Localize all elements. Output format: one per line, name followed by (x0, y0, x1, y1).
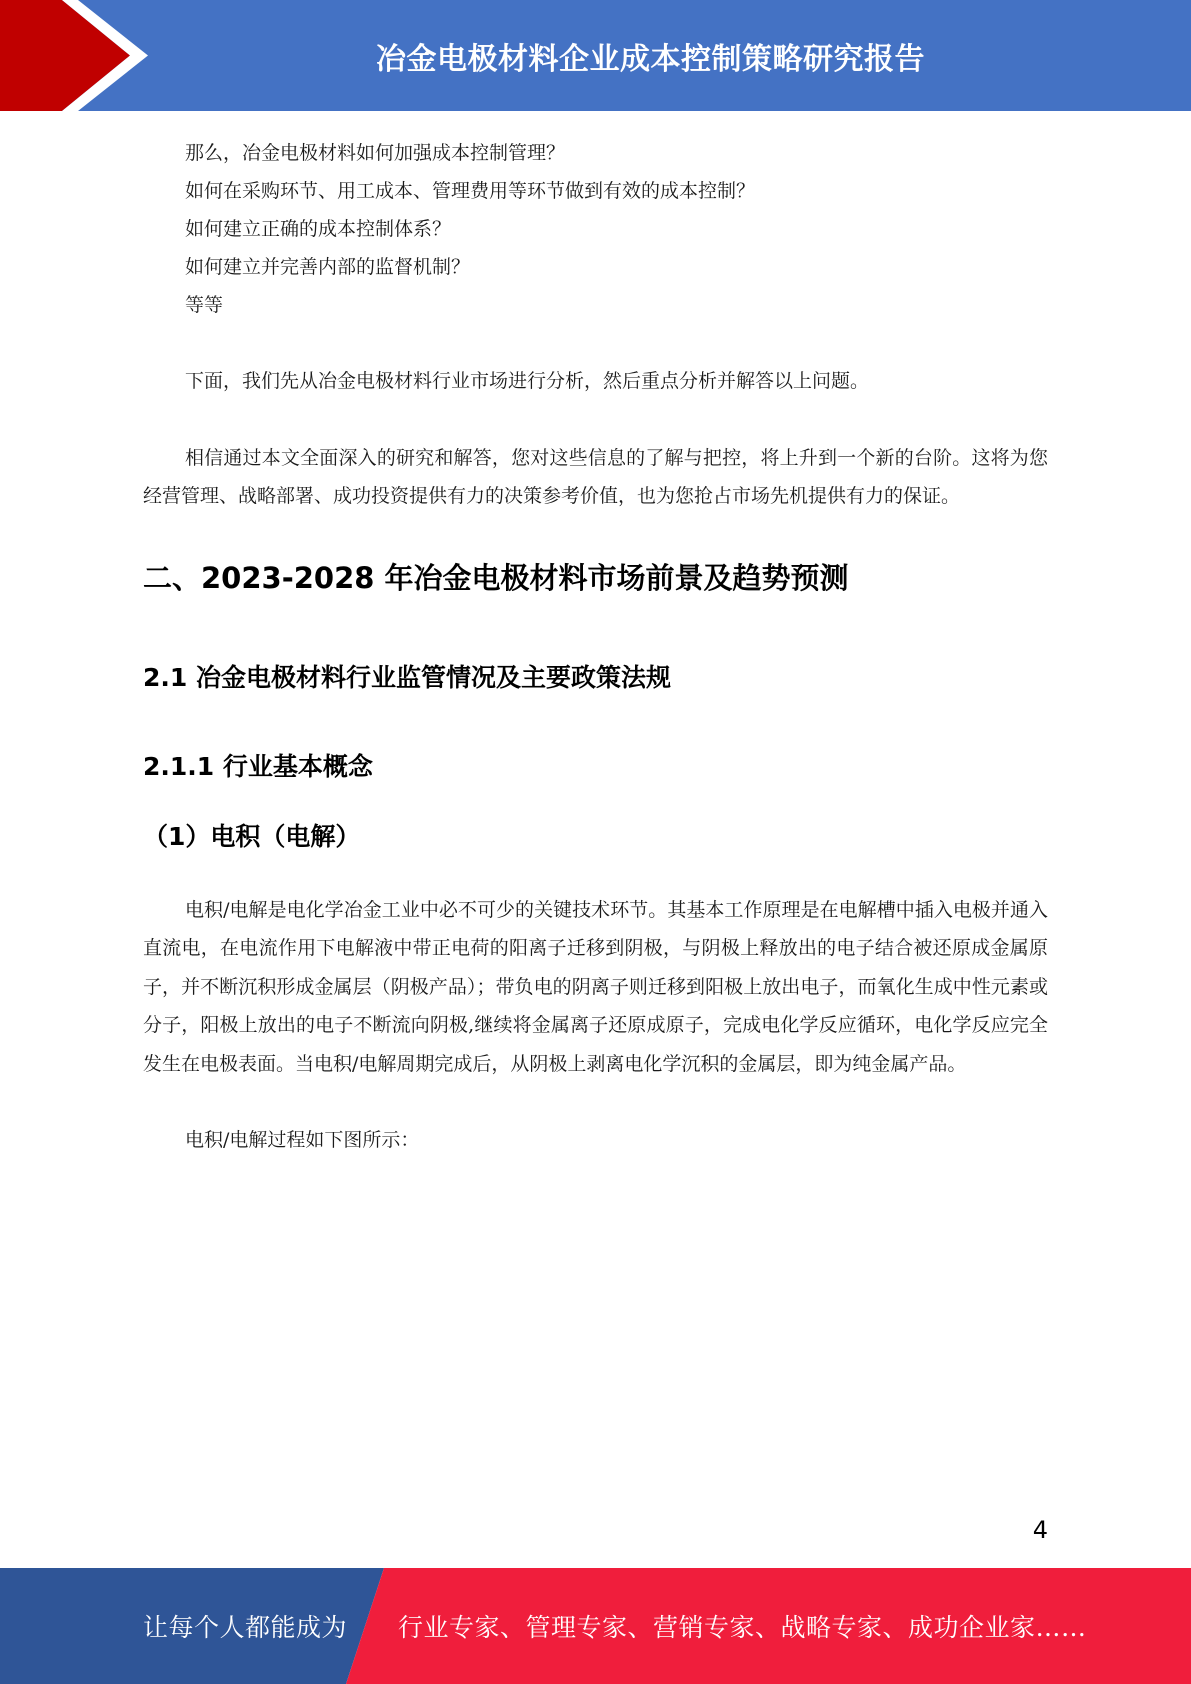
page-content (143, 134, 1048, 1160)
question-line: 那么，冶金电极材料如何加强成本控制管理？ (185, 142, 566, 164)
footer-slogan-right: 行业专家、管理专家、营销专家、战略专家、成功企业家…… (398, 1613, 1087, 1642)
subsection-heading: 2.1 冶金电极材料行业监管情况及主要政策法规 (143, 662, 671, 692)
section-heading: 二、2023-2028 年冶金电极材料市场前景及趋势预测 (143, 560, 849, 595)
report-title: 冶金电极材料企业成本控制策略研究报告 (376, 41, 925, 77)
question-line: 等等 (185, 294, 224, 316)
question-line: 如何建立并完善内部的监督机制？ (185, 256, 471, 278)
belief-paragraph: 相信通过本文全面深入的研究和解答，您对这些信息的了解与把控，将上升到一个新的台阶。这将为您经营管理、战略部署、成功投资提供有力的决策参考价值，也为您抢占市场先机提供有力的保证。 (143, 446, 1048, 507)
process-caption: 电积/电解过程如下图所示： (185, 1129, 420, 1151)
footer-slogan-left: 让每个人都能成为 (143, 1613, 348, 1642)
subsubsection-heading: 2.1.1 行业基本概念 (143, 751, 373, 781)
electrolysis-paragraph: 电积/电解是电化学冶金工业中必不可少的关键技术环节。其基本工作原理是在电解槽中插入电极并通入直流电，在电流作用下电解液中带正电荷的阳离子迁移到阴极，与阴极上释放出的电子结合被还原成金属原子，并不断沉积形成金属层（阴极产品）；带负电的阴离子则迁移到阳极上放出电子，而氧化生成中性元素或分子，阳极上放出的电子不断流向阴极,继续将金属离子还原成原子，完成电化学反应循环，电化学反应完全发生在电极表面。当电积/电解周期完成后，从阴极上剥离电化学沉积的金属层，即为纯金属产品。 (143, 898, 1048, 1075)
header-band (0, 0, 1191, 111)
intro-paragraph: 下面，我们先从冶金电极材料行业市场进行分析，然后重点分析并解答以上问题。 (185, 370, 870, 392)
question-line: 如何在采购环节、用工成本、管理费用等环节做到有效的成本控制？ (185, 180, 756, 202)
question-line: 如何建立正确的成本控制体系？ (185, 218, 452, 240)
header-arrow-icon (0, 0, 160, 111)
page-number: 4 (1032, 1516, 1048, 1544)
footer-band (0, 1568, 1191, 1684)
item-heading: （1）电积（电解） (143, 821, 361, 851)
